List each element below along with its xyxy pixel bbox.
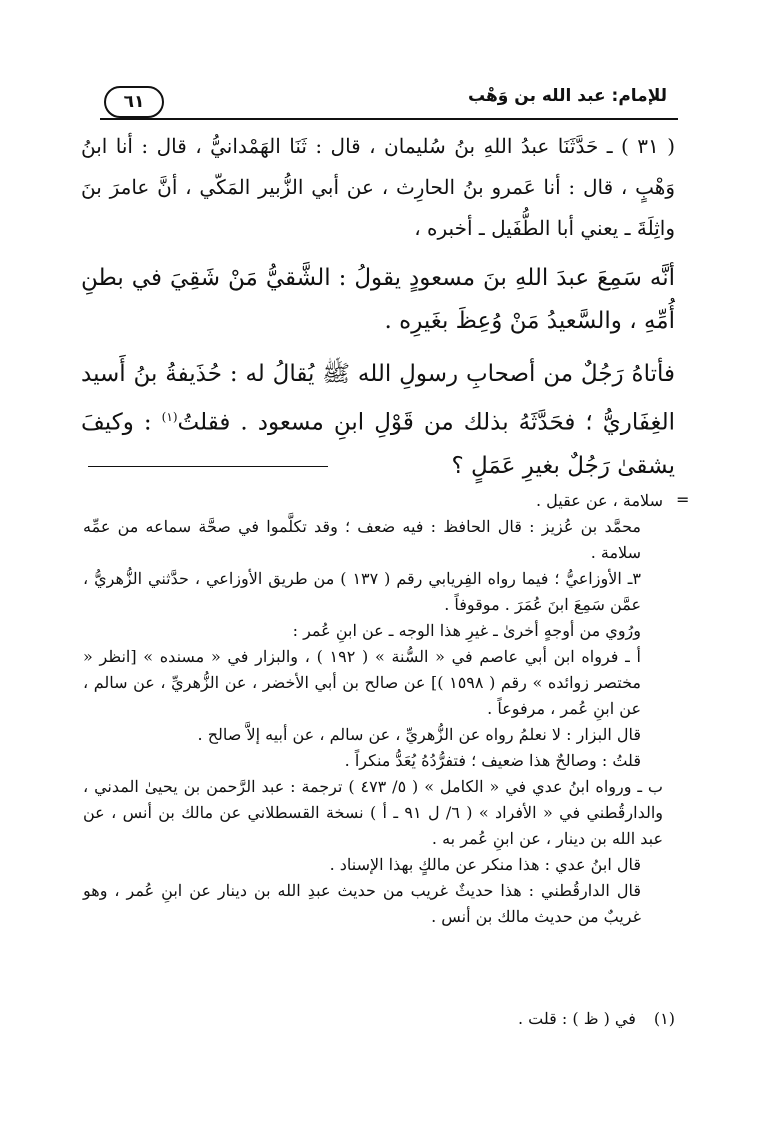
page-number: ٦١ xyxy=(104,86,164,118)
header-rule xyxy=(100,118,678,120)
footnote-line: سلامة ، عن عقيل . xyxy=(535,491,663,510)
footnote-1-number: (١) xyxy=(653,1009,675,1028)
footnote-line: محمَّد بن عُزيز : قال الحافظ : فيه ضعف ؛ وقد تكلَّموا في صحَّة سماعه من عمِّه سلامة . xyxy=(83,517,641,562)
hadith-isnad: ( ٣١ ) ـ حَدَّثَنَا عبدُ اللهِ بنُ سُليمان ، قال : ثَنَا الهَمْدانيُّ ، قال : أنا ابنُ وَهْبٍ ، قال : أنا عَمرو بنُ الحارِث ، عن أبي الزُّبير المَكّي ، أنَّ عامرَ بنَ واثِلَةَ ـ يعني أبا الطُّفَيل ـ أخبره ، xyxy=(81,134,675,240)
footnote-line: قلتُ : وصالحٌ هذا ضعيف ؛ فتفرُّدُهُ يُعَدُّ منكراً . xyxy=(344,751,641,770)
running-header-title: للإمام: عبد الله بن وَهْب xyxy=(468,86,667,106)
footnote-marker-1: (١) xyxy=(161,410,178,424)
footnote-separator xyxy=(88,466,328,467)
footnote-1-text: في ( ظ ) : قلت . xyxy=(517,1009,636,1028)
matn-2-after: : وكيفَ يشقىٰ رَجُلٌ بغيرِ عَمَلٍ ؟ xyxy=(81,409,675,479)
footnote-line: قال البزار : لا نعلمُ رواه عن الزُّهريِّ ، عن سالم ، عن أبيه إلاَّ صالح . xyxy=(197,725,641,744)
footnotes-block xyxy=(83,488,663,930)
footnote-line: أ ـ فرواه ابن أبي عاصم في « السُّنة » ( ١٩٢ ) ، والبزار في « مسنده » [انظر « مختصر زوائده » رقم ( ١٥٩٨ )] عن صالح بن أبي الأخضر ، عن الزُّهريِّ ، عن سالم ، عن ابنِ عُمر ، مرفوعاً . xyxy=(83,647,642,718)
footnote-1 xyxy=(75,1006,675,1032)
footnote-line: قال ابنُ عدي : هذا منكر عن مالكٍ بهذا الإسناد . xyxy=(329,855,641,874)
main-text xyxy=(81,126,675,488)
matn-2-before: فأتاهُ رَجُلٌ من أصحابِ رسولِ الله ﷺ يُقالُ له : حُذَيفةُ بنُ أَسيد الغِفَاريُّ ؛ فحَدَّثَهُ بذلك من قَوْلِ ابنِ مسعود . فقلتُ xyxy=(81,361,675,436)
footnote-line: ب ـ ورواه ابنُ عدي في « الكامل » ( ٥/ ٤٧٣ ) ترجمة : عبد الرَّحمن بن يحيىٰ المدني ، والدارقُطني في « الأفراد » ( ٦/ ل ٩١ ـ أ ) نسخة القسطلاني عن مالك بن أنس ، عن عبد الله بن دينار ، عن ابنِ عُمر به . xyxy=(83,777,664,848)
footnote-line: ورُوي من أوجهٍ أخرىٰ ـ غيرِ هذا الوجه ـ عن ابنِ عُمر : xyxy=(292,621,641,640)
footnote-continuation-mark: = xyxy=(676,490,690,509)
hadith-matn-2 xyxy=(81,353,675,488)
footnote-line: ٣ـ الأوزاعيُّ ؛ فيما رواه الفِريابي رقم ( ١٣٧ ) من طريق الأوزاعي ، حدَّثني الزُّهريُّ ، عمَّن سَمِعَ ابنَ عُمَرَ . موقوفاً . xyxy=(83,569,641,614)
footnote-line: قال الدارقُطني : هذا حديثٌ غريب من حديث عبدِ الله بن دينار عن ابنِ عُمر ، وهو غريبٌ من حديث مالك بن أنس . xyxy=(83,881,641,926)
hadith-matn-1: أنَّه سَمِعَ عبدَ اللهِ بنَ مسعودٍ يقولُ : الشَّقيُّ مَنْ شَقِيَ في بطنِ أُمِّهِ ، والسَّعيدُ مَنْ وُعِظَ بغَيرِه . xyxy=(81,265,675,334)
